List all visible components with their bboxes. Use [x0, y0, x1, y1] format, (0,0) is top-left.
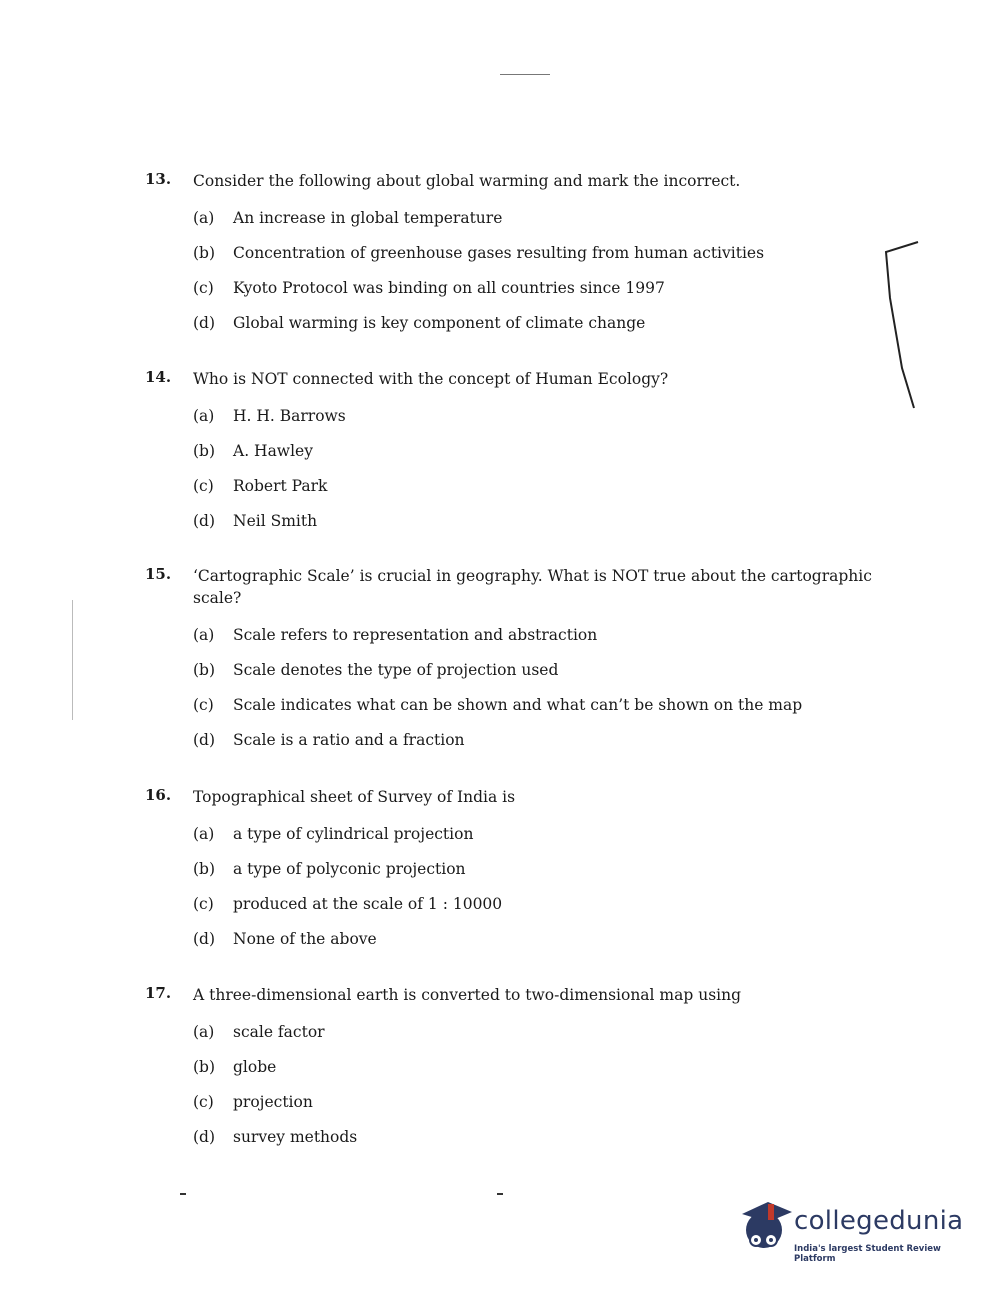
option-text: Kyoto Protocol was binding on all countries since 1997 — [233, 278, 665, 297]
option-text: Scale indicates what can be shown and what can’t be shown on the map — [233, 695, 803, 714]
option-label: (d) — [193, 511, 216, 530]
options-list — [193, 617, 885, 757]
option-label: (c) — [193, 894, 214, 913]
logo-brand: collegedunia — [794, 1206, 964, 1236]
option-label: (c) — [193, 278, 214, 297]
option-label: (d) — [193, 730, 216, 749]
options-list — [193, 398, 885, 538]
option-text: a type of polyconic projection — [233, 859, 466, 878]
option-d — [193, 1119, 885, 1154]
question-number: 15. — [145, 565, 172, 583]
option-text: produced at the scale of 1 : 10000 — [233, 894, 503, 913]
option-b — [193, 652, 885, 687]
mascot-icon — [738, 1196, 794, 1256]
option-text: Scale is a ratio and a fraction — [233, 730, 465, 749]
question-text: Consider the following about global warming and mark the incorrect. — [193, 172, 741, 190]
option-a — [193, 200, 885, 235]
option-text: An increase in global temperature — [233, 208, 503, 227]
options-list — [193, 200, 885, 340]
option-d — [193, 305, 885, 340]
question-13 — [145, 170, 885, 340]
option-label: (a) — [193, 208, 215, 227]
option-label: (a) — [193, 625, 215, 644]
logo-tagline: India's largest Student Review Platform — [794, 1244, 941, 1264]
question-number: 13. — [145, 170, 172, 188]
option-text: globe — [233, 1057, 277, 1076]
option-label: (b) — [193, 243, 216, 262]
question-text: Who is NOT connected with the concept of Human Ecology? — [193, 370, 669, 388]
question-15 — [145, 565, 885, 757]
question-17 — [145, 984, 885, 1154]
option-b — [193, 851, 885, 886]
options-list — [193, 1014, 885, 1154]
question-16 — [145, 786, 885, 956]
option-a — [193, 617, 885, 652]
option-text: A. Hawley — [233, 441, 313, 460]
option-a — [193, 816, 885, 851]
option-label: (d) — [193, 1127, 216, 1146]
option-b — [193, 433, 885, 468]
option-a — [193, 1014, 885, 1049]
option-text: scale factor — [233, 1022, 325, 1041]
option-d — [193, 722, 885, 757]
option-text: H. H. Barrows — [233, 406, 346, 425]
option-d — [193, 921, 885, 956]
option-label: (d) — [193, 313, 216, 332]
option-text: Global warming is key component of climate change — [233, 313, 646, 332]
question-14 — [145, 368, 885, 538]
option-text: Scale denotes the type of projection used — [233, 660, 559, 679]
option-c — [193, 1084, 885, 1119]
option-b — [193, 235, 885, 270]
option-c — [193, 270, 885, 305]
option-text: Concentration of greenhouse gases resulting from human activities — [233, 243, 765, 262]
option-label: (b) — [193, 660, 216, 679]
question-number: 14. — [145, 368, 172, 386]
option-label: (b) — [193, 1057, 216, 1076]
option-label: (a) — [193, 1022, 215, 1041]
option-text: survey methods — [233, 1127, 358, 1146]
option-text: projection — [233, 1092, 313, 1111]
option-label: (c) — [193, 695, 214, 714]
option-c — [193, 468, 885, 503]
option-label: (c) — [193, 1092, 214, 1111]
option-text: None of the above — [233, 929, 377, 948]
option-label: (b) — [193, 859, 216, 878]
options-list — [193, 816, 885, 956]
option-d — [193, 503, 885, 538]
option-c — [193, 687, 885, 722]
option-label: (a) — [193, 824, 215, 843]
scan-mark — [72, 600, 73, 720]
option-text: Robert Park — [233, 476, 328, 495]
scan-edge-mark — [878, 238, 928, 418]
question-text: ‘Cartographic Scale’ is crucial in geography. What is NOT true about the cartographic scale? — [193, 567, 872, 607]
option-b — [193, 1049, 885, 1084]
option-label: (a) — [193, 406, 215, 425]
scan-mark — [500, 74, 550, 75]
option-a — [193, 398, 885, 433]
option-text: Neil Smith — [233, 511, 318, 530]
question-text: A three-dimensional earth is converted to two-dimensional map using — [193, 986, 742, 1004]
option-label: (b) — [193, 441, 216, 460]
option-c — [193, 886, 885, 921]
question-number: 17. — [145, 984, 172, 1002]
option-label: (d) — [193, 929, 216, 948]
option-text: a type of cylindrical projection — [233, 824, 474, 843]
question-text: Topographical sheet of Survey of India is — [193, 788, 516, 806]
scan-mark — [180, 1193, 186, 1195]
option-label: (c) — [193, 476, 214, 495]
collegedunia-logo — [738, 1196, 968, 1266]
scan-mark — [497, 1193, 503, 1195]
option-text: Scale refers to representation and abstraction — [233, 625, 598, 644]
question-number: 16. — [145, 786, 172, 804]
